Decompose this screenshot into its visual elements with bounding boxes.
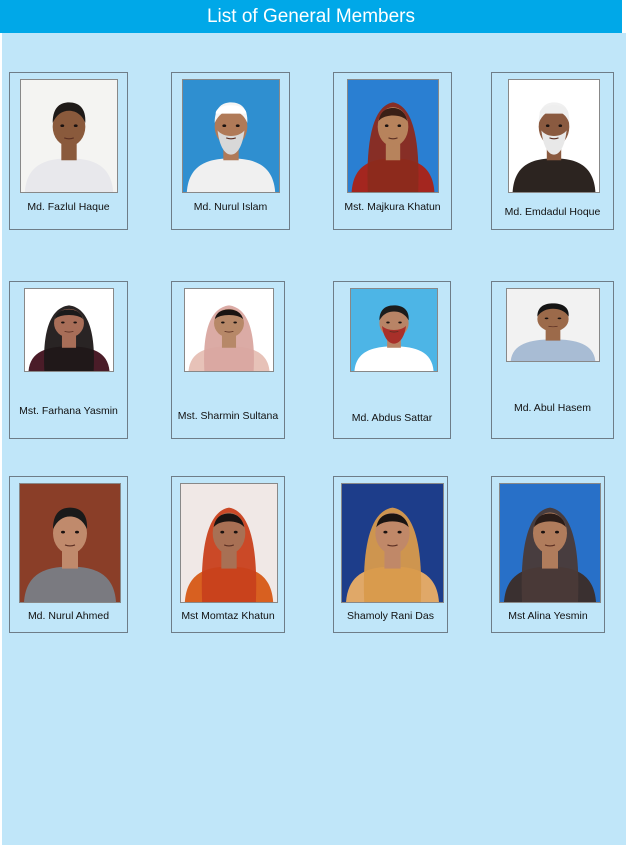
page-title-bar xyxy=(0,0,622,33)
member-card xyxy=(333,476,448,633)
member-name: Mst. Sharmin Sultana xyxy=(177,410,279,422)
member-name: Mst Alina Yesmin xyxy=(508,610,588,622)
member-name: Shamoly Rani Das xyxy=(347,610,434,622)
member-card xyxy=(9,476,128,633)
member-card xyxy=(9,72,128,230)
member-card xyxy=(171,72,290,230)
member-photo xyxy=(20,79,118,193)
member-name: Mst. Majkura Khatun xyxy=(344,201,441,213)
member-photo xyxy=(180,483,278,603)
member-card xyxy=(171,476,285,633)
member-photo xyxy=(499,483,601,603)
member-card xyxy=(491,476,605,633)
page-title: List of General Members xyxy=(206,6,416,27)
member-card xyxy=(491,72,614,230)
member-photo xyxy=(508,79,600,193)
member-card xyxy=(333,281,451,439)
member-name: Md. Emdadul Hoque xyxy=(504,206,601,218)
member-name: Md. Fazlul Haque xyxy=(27,201,110,213)
member-name: Md. Nurul Ahmed xyxy=(27,610,110,622)
member-name: Md. Nurul Islam xyxy=(193,201,268,213)
member-card xyxy=(171,281,285,439)
member-name: Mst Momtaz Khatun xyxy=(181,610,275,622)
member-photo xyxy=(347,79,439,193)
member-photo xyxy=(19,483,121,603)
member-name: Md. Abdus Sattar xyxy=(351,412,433,424)
member-photo xyxy=(24,288,114,372)
member-photo xyxy=(184,288,274,372)
member-photo xyxy=(506,288,600,362)
member-name: Mst. Farhana Yasmin xyxy=(19,405,118,417)
member-card xyxy=(333,72,452,230)
member-card xyxy=(9,281,128,439)
member-photo xyxy=(341,483,444,603)
member-name: Md. Abul Hasem xyxy=(513,402,592,414)
member-photo xyxy=(350,288,438,372)
member-photo xyxy=(182,79,280,193)
member-card xyxy=(491,281,614,439)
